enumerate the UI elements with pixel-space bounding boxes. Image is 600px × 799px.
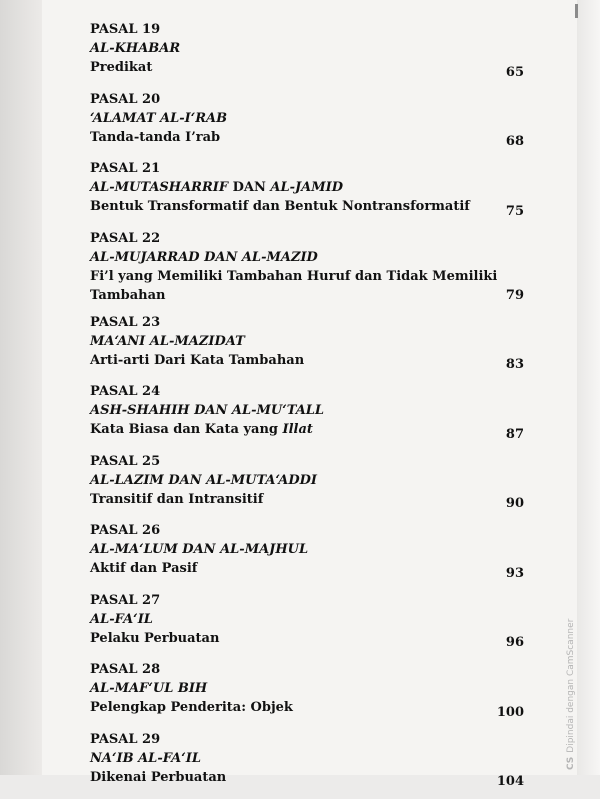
arabic-chapter-title bbox=[90, 39, 530, 58]
subtitle-segment: Fi’l yang Memiliki Tambahan Huruf dan Tidak Memiliki bbox=[90, 269, 497, 284]
arabic-title-segment: ‘ALAMAT AL-I‘RAB bbox=[90, 111, 227, 126]
arabic-title-segment: AL-MUJARRAD DAN AL-MAZID bbox=[90, 250, 318, 265]
page-edge-mark bbox=[575, 4, 578, 18]
arabic-chapter-title bbox=[90, 679, 530, 698]
page-number: 90 bbox=[506, 494, 524, 513]
arabic-title-segment: DAN bbox=[228, 180, 270, 195]
right-page-edge bbox=[577, 0, 600, 775]
subtitle-segment: Illat bbox=[283, 422, 313, 437]
chapter-subtitle bbox=[90, 559, 530, 578]
arabic-title-segment: AL-MUTASHARRIF bbox=[90, 180, 228, 195]
subtitle-segment: Bentuk Transformatif dan Bentuk Nontransformatif bbox=[90, 199, 470, 214]
chapter-subtitle bbox=[90, 698, 530, 717]
chapter-subtitle-continued: Tambahan bbox=[90, 286, 530, 305]
chapter-number: PASAL 26 bbox=[90, 521, 530, 540]
arabic-chapter-title bbox=[90, 248, 530, 267]
page-number: 93 bbox=[506, 564, 524, 583]
page-number: 104 bbox=[497, 772, 524, 791]
page-number: 79 bbox=[506, 286, 524, 305]
chapter-number: PASAL 21 bbox=[90, 159, 530, 178]
chapter-subtitle bbox=[90, 267, 530, 286]
subtitle-segment: Predikat bbox=[90, 60, 152, 75]
chapter-subtitle bbox=[90, 58, 530, 77]
subtitle-segment: Transitif dan Intransitif bbox=[90, 492, 263, 507]
chapter-number: PASAL 25 bbox=[90, 452, 530, 471]
arabic-chapter-title bbox=[90, 749, 530, 768]
scanner-watermark bbox=[566, 619, 576, 770]
table-of-contents bbox=[90, 20, 530, 799]
chapter-subtitle bbox=[90, 420, 530, 439]
toc-entry bbox=[90, 313, 530, 383]
chapter-number: PASAL 20 bbox=[90, 90, 530, 109]
chapter-subtitle bbox=[90, 197, 530, 216]
toc-entry bbox=[90, 90, 530, 160]
arabic-title-segment: AL-KHABAR bbox=[90, 41, 180, 56]
subtitle-segment: Pelengkap Penderita: Objek bbox=[90, 700, 293, 715]
chapter-subtitle bbox=[90, 629, 530, 648]
subtitle-segment: Arti-arti Dari Kata Tambahan bbox=[90, 353, 304, 368]
arabic-title-segment: AL-FA‘IL bbox=[90, 612, 153, 627]
toc-entry bbox=[90, 20, 530, 90]
page-number: 96 bbox=[506, 633, 524, 652]
chapter-number: PASAL 22 bbox=[90, 229, 530, 248]
toc-entry bbox=[90, 159, 530, 229]
chapter-number: PASAL 28 bbox=[90, 660, 530, 679]
subtitle-segment: Dikenai Perbuatan bbox=[90, 770, 226, 785]
chapter-subtitle bbox=[90, 490, 530, 509]
chapter-number: PASAL 23 bbox=[90, 313, 530, 332]
toc-entry bbox=[90, 382, 530, 452]
toc-entry bbox=[90, 591, 530, 661]
arabic-chapter-title bbox=[90, 178, 530, 197]
arabic-title-segment: NA‘IB AL-FA‘IL bbox=[90, 751, 201, 766]
arabic-title-segment: AL-MA‘LUM DAN AL-MAJHUL bbox=[90, 542, 308, 557]
subtitle-segment: Pelaku Perbuatan bbox=[90, 631, 219, 646]
toc-entry bbox=[90, 452, 530, 522]
arabic-chapter-title bbox=[90, 332, 530, 351]
page-number: 68 bbox=[506, 132, 524, 151]
chapter-subtitle bbox=[90, 351, 530, 370]
chapter-number: PASAL 24 bbox=[90, 382, 530, 401]
arabic-title-segment: MA‘ANI AL-MAZIDAT bbox=[90, 334, 245, 349]
toc-entry bbox=[90, 730, 530, 799]
chapter-number: PASAL 27 bbox=[90, 591, 530, 610]
toc-entry bbox=[90, 229, 530, 313]
arabic-chapter-title bbox=[90, 109, 530, 128]
page-number: 87 bbox=[506, 425, 524, 444]
subtitle-segment: Tanda-tanda I’rab bbox=[90, 130, 220, 145]
chapter-subtitle bbox=[90, 768, 530, 787]
chapter-number: PASAL 19 bbox=[90, 20, 530, 39]
toc-entry bbox=[90, 521, 530, 591]
camscanner-icon: CS bbox=[566, 757, 576, 770]
arabic-title-segment: AL-JAMID bbox=[270, 180, 343, 195]
chapter-number: PASAL 29 bbox=[90, 730, 530, 749]
arabic-title-segment: ASH-SHAHIH DAN AL-MU‘TALL bbox=[90, 403, 324, 418]
arabic-title-segment: AL-LAZIM DAN AL-MUTA‘ADDI bbox=[90, 473, 317, 488]
arabic-chapter-title bbox=[90, 540, 530, 559]
page-number: 83 bbox=[506, 355, 524, 374]
arabic-chapter-title bbox=[90, 471, 530, 490]
subtitle-segment: Aktif dan Pasif bbox=[90, 561, 197, 576]
toc-entry bbox=[90, 660, 530, 730]
arabic-chapter-title bbox=[90, 401, 530, 420]
page-number: 100 bbox=[497, 703, 524, 722]
chapter-subtitle bbox=[90, 128, 530, 147]
arabic-chapter-title bbox=[90, 610, 530, 629]
watermark-text: Dipindai dengan CamScanner bbox=[566, 619, 576, 753]
page-number: 75 bbox=[506, 202, 524, 221]
subtitle-segment: Kata Biasa dan Kata yang bbox=[90, 422, 283, 437]
arabic-title-segment: AL-MAF‘UL BIH bbox=[90, 681, 207, 696]
left-page-gutter bbox=[0, 0, 42, 775]
page-number: 65 bbox=[506, 63, 524, 82]
